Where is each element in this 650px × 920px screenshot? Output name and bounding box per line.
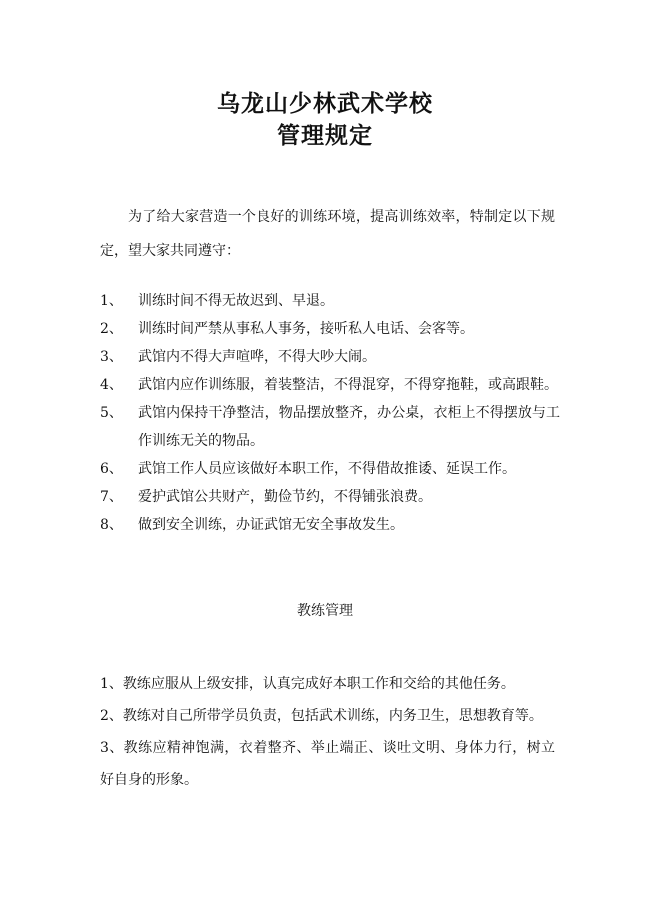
rule-item (100, 287, 560, 315)
document-title: 乌龙山少林武术学校 (217, 91, 433, 117)
rule-item (100, 511, 560, 539)
rule-text: 武馆内保持干净整洁，物品摆放整齐，办公桌，衣柜上不得摆放与工作训练无关的物品。 (138, 405, 560, 449)
rule-text: 做到安全训练，办证武馆无安全事故发生。 (138, 517, 404, 533)
section-heading: 教练管理 (297, 603, 353, 619)
rule-item (100, 315, 560, 343)
rule-text: 武馆内不得大声喧哗，不得大吵大闹。 (138, 349, 376, 365)
rule-item (100, 399, 560, 455)
rule-text: 训练时间严禁从事私人事务，接听私人电话、会客等。 (138, 321, 474, 337)
rule-number: 2、 (100, 321, 123, 337)
coach-rules-list (100, 668, 555, 796)
rule-number: 3、 (100, 349, 123, 365)
document-subtitle: 管理规定 (277, 123, 373, 149)
rule-number: 5、 (100, 405, 123, 421)
rule-number: 4、 (100, 377, 123, 393)
rule-number: 7、 (100, 489, 123, 505)
rule-number: 6、 (100, 461, 123, 477)
rules-list (100, 287, 560, 539)
rule-text: 爱护武馆公共财产，勤俭节约，不得铺张浪费。 (138, 489, 432, 505)
rule-item (100, 371, 560, 399)
coach-rule-item: 3、教练应精神饱满，衣着整齐、举止端正、谈吐文明、身体力行，树立好自身的形象。 (100, 740, 555, 788)
rule-text: 武馆工作人员应该做好本职工作，不得借故推诿、延误工作。 (138, 461, 516, 477)
rule-text: 训练时间不得无故迟到、早退。 (138, 293, 334, 309)
intro-paragraph: 为了给大家营造一个良好的训练环境，提高训练效率，特制定以下规定，望大家共同遵守： (100, 209, 555, 259)
coach-rule-item: 2、教练对自己所带学员负责，包括武术训练，内务卫生，思想教育等。 (100, 708, 543, 724)
rule-number: 1、 (100, 293, 123, 309)
coach-rule-item: 1、教练应服从上级安排，认真完成好本职工作和交给的其他任务。 (100, 676, 515, 692)
rule-number: 8、 (100, 517, 123, 533)
rule-item (100, 483, 560, 511)
rule-item (100, 455, 560, 483)
rule-text: 武馆内应作训练服，着装整洁，不得混穿，不得穿拖鞋，或高跟鞋。 (138, 377, 558, 393)
rule-item (100, 343, 560, 371)
